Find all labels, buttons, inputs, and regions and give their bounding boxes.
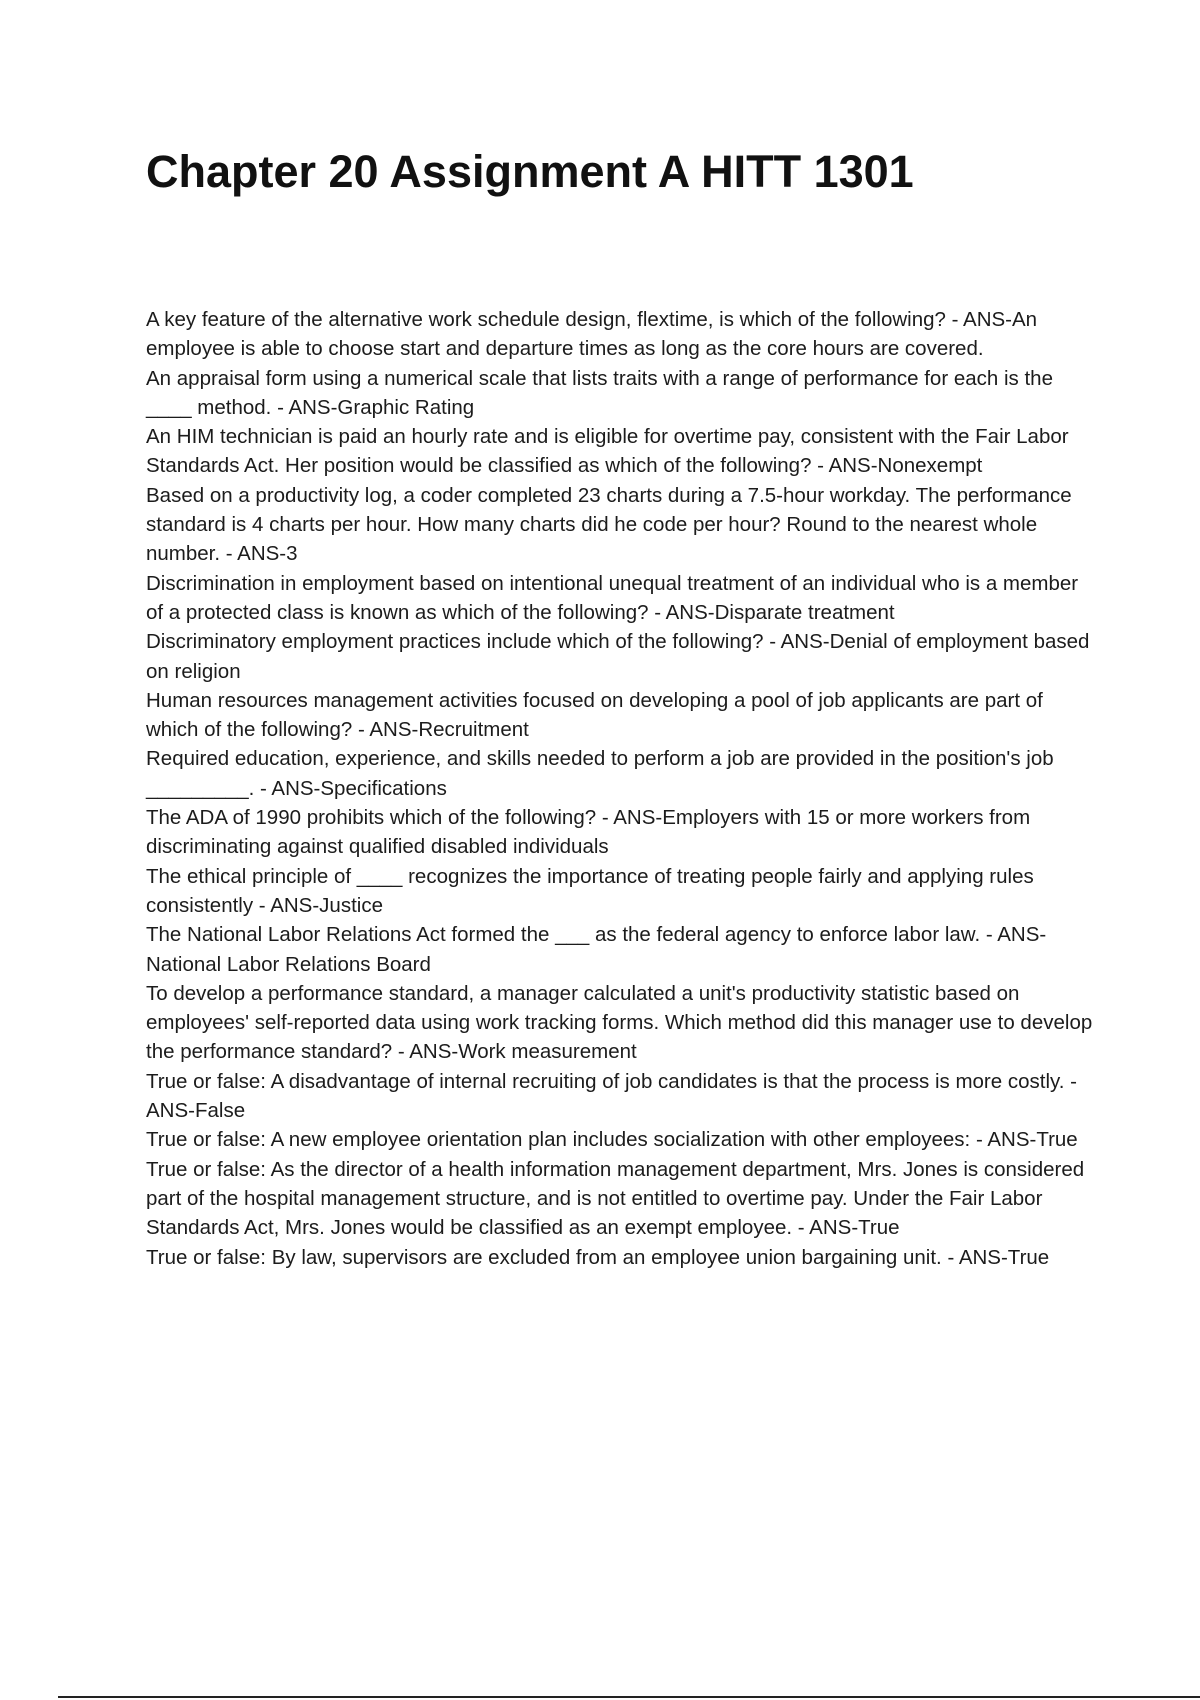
qa-item-specifications: Required education, experience, and skills needed to perform a job are provided in the position's job _________. - ANS-Specifications: [146, 747, 1054, 800]
qa-item-nlrb: The National Labor Relations Act formed the ___ as the federal agency to enforce labor law. - ANS-National Labor Relations Board: [146, 923, 1047, 976]
qa-item-ada: The ADA of 1990 prohibits which of the following? - ANS-Employers with 15 or more workers from discriminating against qualified disabled individuals: [146, 806, 1031, 859]
qa-item-internal-recruiting: True or false: A disadvantage of internal recruiting of job candidates is that the process is more costly. - ANS-False: [146, 1069, 1077, 1123]
qa-item-recruitment: Human resources management activities focused on developing a pool of job applicants are part of which of the following? - ANS-Recruitment: [146, 688, 1043, 742]
page-title: Chapter 20 Assignment A HITT 1301: [146, 146, 914, 197]
qa-item-flextime: A key feature of the alternative work schedule design, flextime, is which of the following? - ANS-An employee is able to choose start and departure times as long as the core hours are covered.: [146, 308, 1038, 361]
footer-rule: [58, 1696, 1200, 1698]
qa-item-orientation: True or false: A new employee orientation plan includes socialization with other employees: - ANS-True: [146, 1128, 1078, 1152]
qa-item-work-measurement: To develop a performance standard, a manager calculated a unit's productivity statistic based on employees' self-reported data using work tracking forms. Which method did this manager use to develop the performance standard? - ANS-Work measurement: [146, 981, 1093, 1064]
qa-item-bargaining-unit: True or false: By law, supervisors are excluded from an employee union bargaining unit. - ANS-True: [146, 1245, 1050, 1269]
qa-item-productivity: Based on a productivity log, a coder completed 23 charts during a 7.5-hour workday. The performance standard is 4 charts per hour. How many charts did he code per hour? Round to the nearest whole number. - ANS-3: [146, 483, 1072, 566]
qa-item-discriminatory-practices: Discriminatory employment practices include which of the following? - ANS-Denial of employment based on religion: [146, 630, 1090, 683]
qa-item-graphic-rating: An appraisal form using a numerical scale that lists traits with a range of performance for each is the ____ method. - ANS-Graphic Rating: [146, 366, 1053, 419]
qa-item-nonexempt: An HIM technician is paid an hourly rate and is eligible for overtime pay, consistent with the Fair Labor Standards Act. Her position would be classified as which of the following? - ANS-Nonexempt: [146, 425, 1069, 478]
qa-list: [146, 305, 1098, 1272]
qa-item-disparate-treatment: Discrimination in employment based on intentional unequal treatment of an individual who is a member of a protected class is known as which of the following? - ANS-Disparate treatment: [146, 571, 1079, 624]
qa-item-justice: The ethical principle of ____ recognizes the importance of treating people fairly and applying rules consistently - ANS-Justice: [146, 864, 1034, 917]
qa-item-exempt-employee: True or false: As the director of a health information management department, Mrs. Jones is considered part of the hospital management structure, and is not entitled to overtime pay. Under the Fair Labor Standards Act, Mrs. Jones would be classified as an exempt employee. - ANS-True: [146, 1157, 1085, 1240]
